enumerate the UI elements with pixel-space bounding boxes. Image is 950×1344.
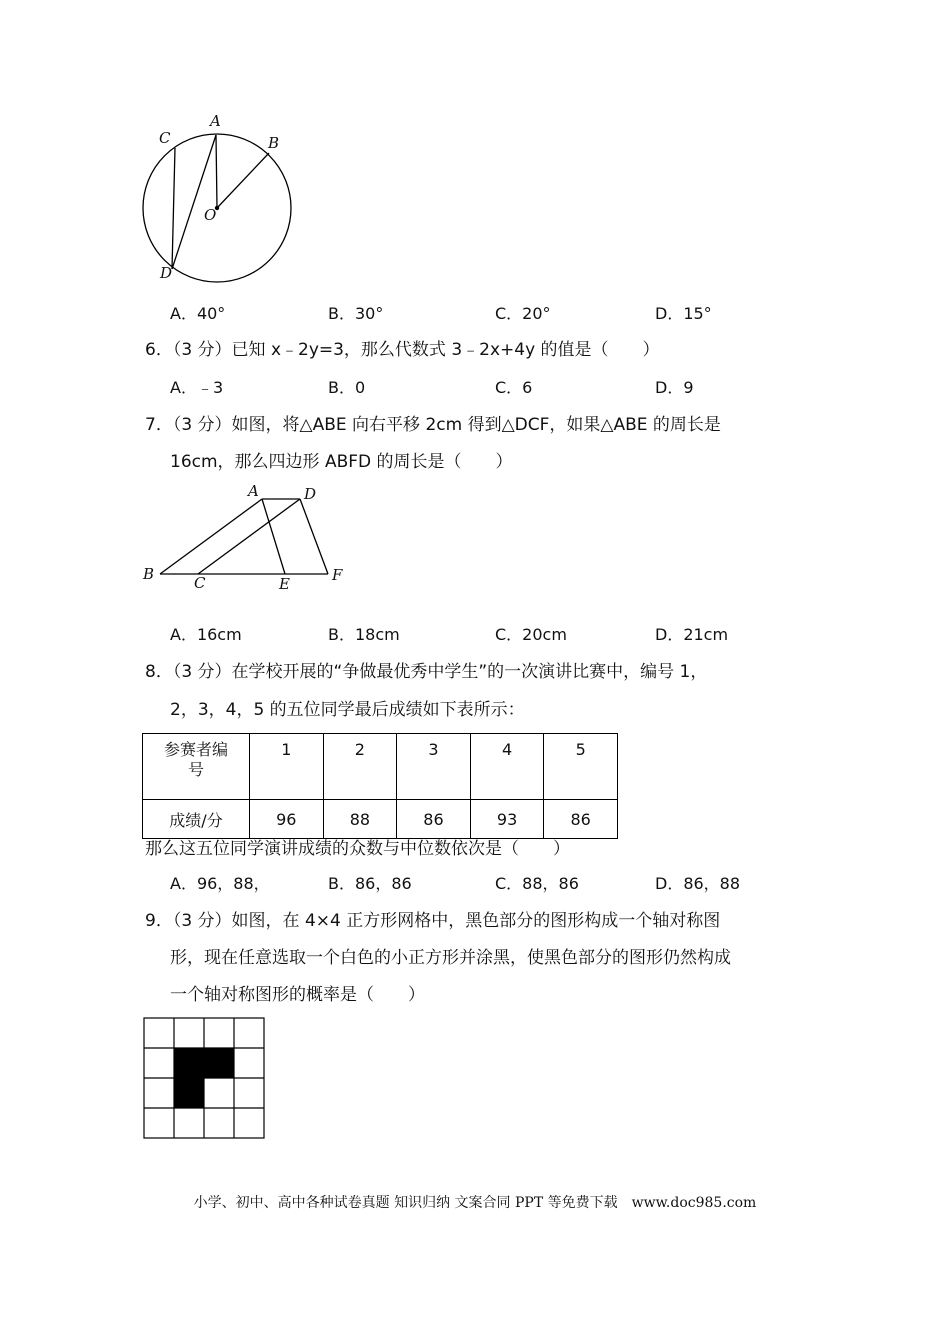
radius-oa [216,135,217,208]
table-row-label: 成绩/分 [143,800,250,839]
label-c: C [194,574,206,592]
q8-stem-line1: 8．（3 分）在学校开展的“争做最优秀中学生”的一次演讲比赛中，编号 1， [145,662,708,682]
table-cell: 2 [323,734,397,800]
black-square [204,1048,234,1078]
header-label-line1: 参赛者编 [163,740,228,759]
grid-figure [143,1017,265,1139]
q5-option-c: C．20° [495,304,551,323]
page-footer: 小学、初中、高中各种试卷真题 知识归纳 文案合同 PPT 等免费下载 www.doc985.com [193,1195,757,1211]
q7-stem-line1: 7．（3 分）如图，将△ABE 向右平移 2cm 得到△DCF，如果△ABE 的周长是 [145,415,721,435]
table-row [143,800,618,839]
table-cell: 4 [470,734,544,800]
table-cell: 1 [250,734,324,800]
segment-ae [262,499,285,574]
label-e: E [279,575,290,593]
segment-df [300,499,328,574]
q8-option-d: D．86，88 [655,874,741,893]
grid-lines [144,1018,264,1138]
q7-option-c: C．20cm [495,625,567,644]
table-header-label [143,734,250,800]
q7-option-b: B．18cm [328,625,400,644]
q6-stem: 6．（3 分）已知 x﹣2y=3，那么代数式 3﹣2x+4y 的值是（ ） [145,340,660,360]
chord-ad [172,135,216,269]
segment-ab [160,499,262,574]
radius-ob [217,153,269,208]
q6-option-b: B．0 [328,378,366,397]
black-square [174,1048,204,1078]
label-a: A [248,482,259,500]
label-d: D [160,264,173,282]
q7-option-d: D．21cm [655,625,729,644]
q9-stem-line2: 形，现在任意选取一个白色的小正方形并涂黑，使黑色部分的图形仍然构成 [170,948,731,968]
q8-option-b: B．86，86 [328,874,412,893]
q7-stem-line2: 16cm，那么四边形 ABFD 的周长是（ ） [170,452,513,472]
table-cell: 5 [544,734,618,800]
table-cell: 86 [397,800,471,839]
table-cell: 93 [470,800,544,839]
q5-option-b: B．30° [328,304,384,323]
q5-option-a: A．40° [170,304,226,323]
circle-figure [130,110,310,290]
q9-stem-line3: 一个轴对称图形的概率是（ ） [170,985,425,1005]
translation-figure [138,480,358,595]
label-b: B [143,565,155,583]
table-cell: 88 [323,800,397,839]
chord-cd [172,148,175,269]
label-f: F [332,566,343,584]
label-c: C [159,129,171,147]
score-table [142,733,618,839]
segment-dc [198,499,300,574]
table-row [143,734,618,800]
table-cell: 86 [544,800,618,839]
q6-option-a: A．﹣3 [170,378,224,397]
q8-after-table: 那么这五位同学演讲成绩的众数与中位数依次是（ ） [145,839,570,859]
q8-option-c: C．88，86 [495,874,579,893]
label-o: O [204,206,217,224]
q8-option-a: A．96，88， [170,874,270,893]
q5-option-d: D．15° [655,304,712,323]
table-cell: 96 [250,800,324,839]
label-a: A [210,112,221,130]
label-d: D [304,485,317,503]
q9-stem-line1: 9．（3 分）如图，在 4×4 正方形网格中，黑色部分的图形构成一个轴对称图 [145,911,721,931]
q6-option-c: C．6 [495,378,533,397]
table-cell: 3 [397,734,471,800]
black-square [174,1078,204,1108]
header-label-line2: 号 [187,760,204,779]
label-b: B [268,134,280,152]
q7-option-a: A．16cm [170,625,242,644]
q8-stem-line2: 2，3，4，5 的五位同学最后成绩如下表所示： [170,700,525,720]
q6-option-d: D．9 [655,378,694,397]
